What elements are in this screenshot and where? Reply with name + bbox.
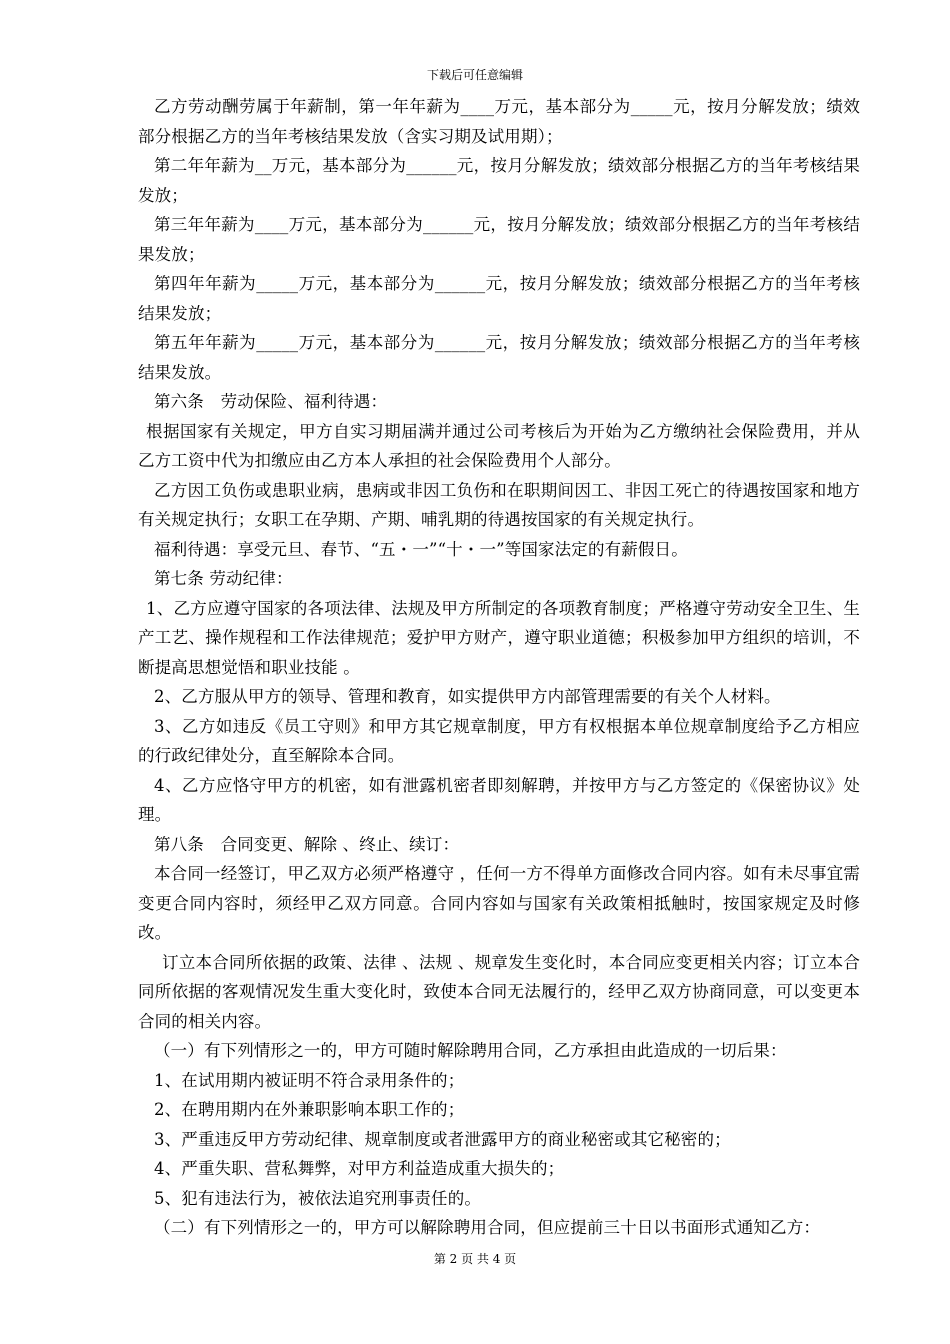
- termination-item-3: 3、严重违反甲方劳动纪律、规章制度或者泄露甲方的商业秘密或其它秘密的；: [154, 1129, 731, 1149]
- discipline-item-1: 1、乙方应遵守国家的各项法律、法规及甲方所制定的各项教育制度；严格遵守劳动安全卫生、生产工艺、操作规程和工作法律规范；爱护甲方财产，遵守职业道德；积极参加甲方组织的培训，不断提高思想觉悟和职业技能 。: [138, 598, 860, 677]
- discipline-item-4: 4、乙方应恪守甲方的机密，如有泄露机密者即刻解聘，并按甲方与乙方签定的《保密协议》处理。: [138, 775, 860, 824]
- paragraph-contract-binding: 本合同一经签订，甲乙双方必须严格遵守 ，任何一方不得单方面修改合同内容。如有未尽事宜需变更合同内容时，须经甲乙双方同意。合同内容如与国家有关政策相抵触时，按国家规定及时修改。: [138, 864, 860, 942]
- termination-item-4: 4、严重失职、营私舞弊，对甲方利益造成重大损失的；: [154, 1159, 565, 1178]
- discipline-item-2: 2、乙方服从甲方的领导、管理和教育，如实提供甲方内部管理需要的有关个人材料。: [154, 687, 781, 706]
- paragraph-welfare: 福利待遇：享受元旦、春节、“五・一”“十・一”等国家法定的有薪假日。: [154, 539, 688, 559]
- page-header-note: 下载后可任意编辑: [426, 68, 523, 82]
- article-7-heading: 第七条 劳动纪律：: [154, 569, 293, 588]
- article-6-heading: 第六条 劳动保险、福利待遇：: [154, 392, 388, 411]
- paragraph-salary-year-4: 第四年年薪为_____万元，基本部分为______元，按月分解发放；绩效部分根据乙方的当年考核结果发放；: [138, 274, 860, 323]
- termination-item-2: 2、在聘用期内在外兼职影响本职工作的；: [154, 1100, 465, 1119]
- paragraph-salary-year-5: 第五年年薪为_____万元，基本部分为______元，按月分解发放；绩效部分根据乙方的当年考核结果发放。: [138, 333, 860, 382]
- termination-item-1: 1、在试用期内被证明不符合录用条件的；: [154, 1070, 465, 1090]
- termination-section-2-heading: （二）有下列情形之一的，甲方可以解除聘用合同，但应提前三十日以书面形式通知乙方：: [154, 1218, 820, 1237]
- paragraph-salary-year-2: 第二年年薪为__万元，基本部分为______元，按月分解发放；绩效部分根据乙方的当年考核结果发放；: [138, 156, 860, 205]
- page-footer-number: 第 2 页 共 4 页: [433, 1252, 517, 1266]
- paragraph-salary-year-3: 第三年年薪为____万元，基本部分为______元，按月分解发放；绩效部分根据乙方的当年考核结果发放；: [138, 215, 860, 264]
- termination-section-1-heading: （一）有下列情形之一的，甲方可随时解除聘用合同，乙方承担由此造成的一切后果：: [154, 1041, 787, 1060]
- termination-item-5: 5、犯有违法行为，被依法追究刑事责任的。: [154, 1188, 481, 1208]
- discipline-item-3: 3、乙方如违反《员工守则》和甲方其它规章制度，甲方有权根据本单位规章制度给予乙方相应的行政纪律处分，直至解除本合同。: [138, 716, 860, 765]
- article-8-heading: 第八条 合同变更、解除 、终止、续订：: [154, 834, 460, 854]
- paragraph-contract-change: 订立本合同所依据的政策、法律 、法规 、规章发生变化时，本合同应变更相关内容；订立本合同所依据的客观情况发生重大变化时，致使本合同无法履行的，经甲乙双方协商同意，可以变更本合同的相关内容。: [138, 952, 860, 1031]
- paragraph-salary-year-1: 乙方劳动酬劳属于年薪制，第一年年薪为____万元，基本部分为_____元，按月分解发放；绩效部分根据乙方的当年考核结果发放（含实习期及试用期）；: [138, 97, 860, 146]
- document-body: [138, 92, 860, 1243]
- paragraph-injury-treatment: 乙方因工负伤或患职业病，患病或非因工负伤和在职期间因工、非因工死亡的待遇按国家和地方有关规定执行；女职工在孕期、产期、哺乳期的待遇按国家的有关规定执行。: [138, 480, 860, 529]
- paragraph-social-insurance: 根据国家有关规定，甲方自实习期届满并通过公司考核后为开始为乙方缴纳社会保险费用，并从乙方工资中代为扣缴应由乙方本人承担的社会保险费用个人部分。: [138, 421, 860, 470]
